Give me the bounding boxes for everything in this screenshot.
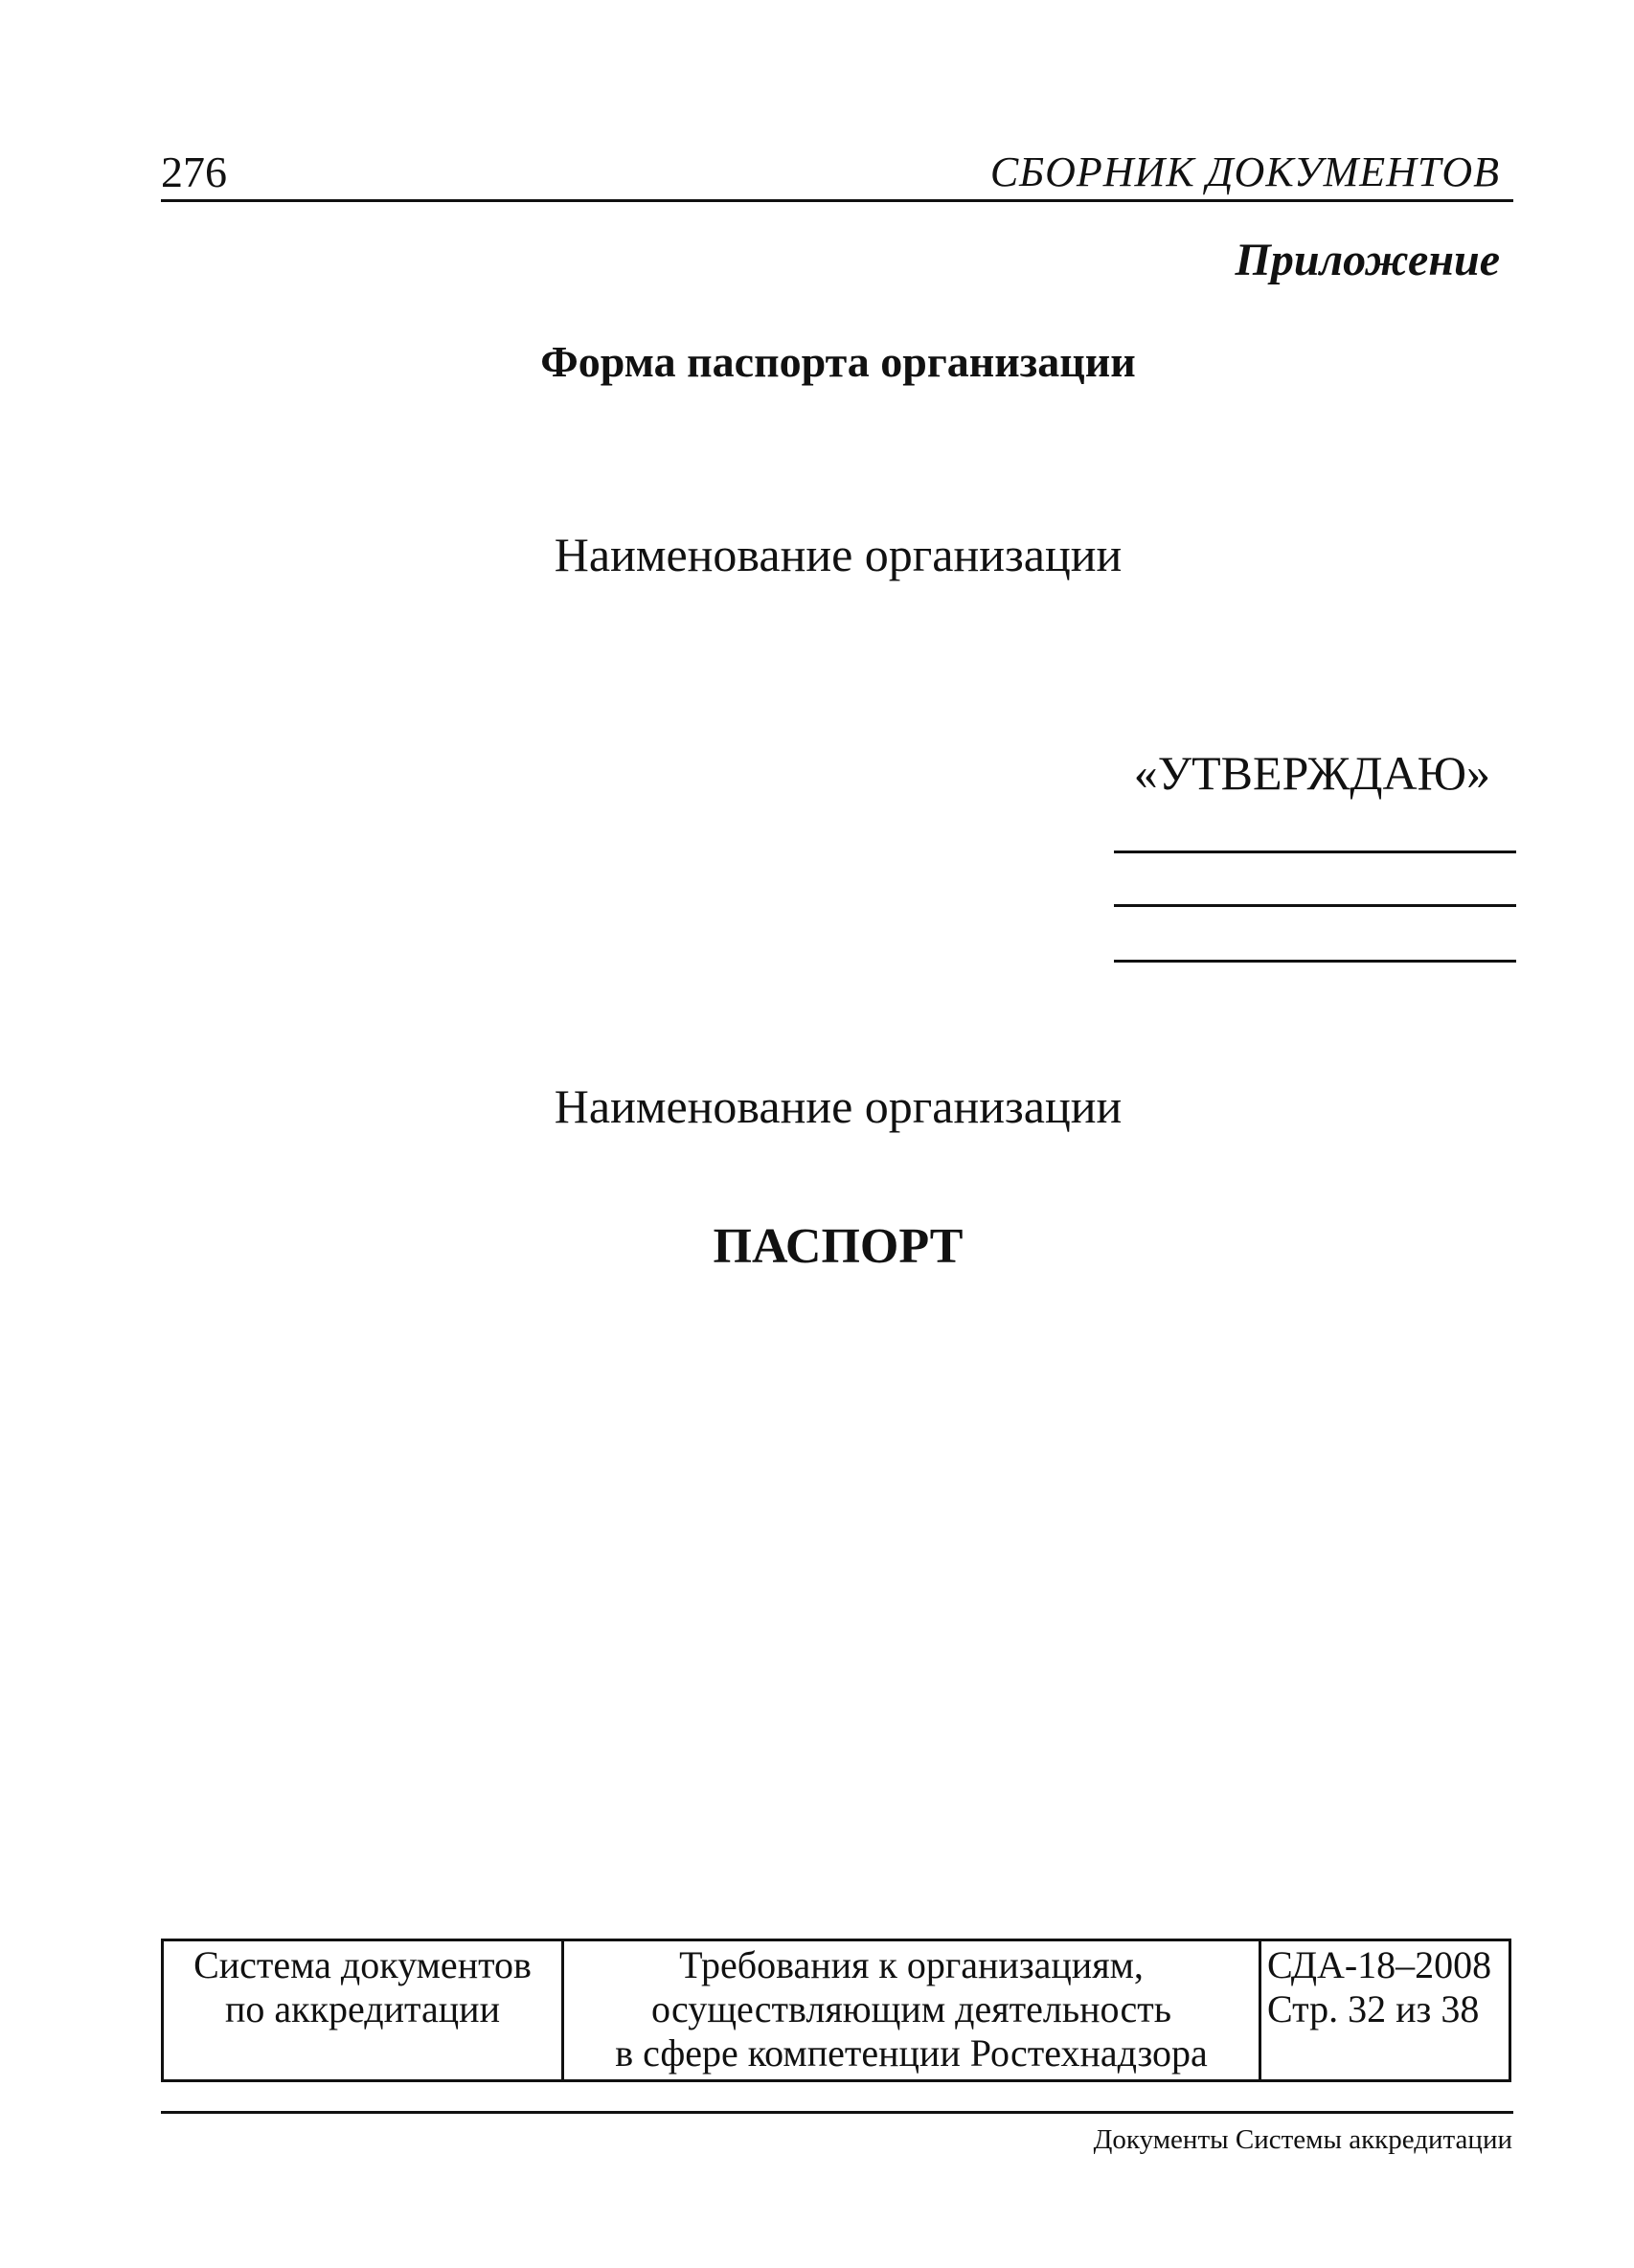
- requirements-line: осуществляющим деятельность: [651, 1987, 1171, 2030]
- requirements-line: в сфере компетенции Ростехнадзора: [615, 2031, 1208, 2075]
- organization-name-top: Наименование организации: [554, 528, 1123, 581]
- requirements-line: Требования к организациям,: [679, 1943, 1144, 1986]
- page-number: 276: [161, 147, 227, 196]
- table-cell-requirements: [564, 1941, 1261, 2079]
- organization-name-bottom: Наименование организации: [554, 1079, 1123, 1133]
- header-rule: [161, 199, 1513, 202]
- running-head: СБОРНИК ДОКУМЕНТОВ: [989, 148, 1500, 195]
- approval-signature-line: [1114, 850, 1516, 853]
- passport-title: ПАСПОРТ: [713, 1219, 964, 1274]
- system-line: по аккредитации: [225, 1987, 500, 2030]
- appendix-label: Приложение: [1235, 235, 1500, 285]
- form-title: Форма паспорта организации: [540, 337, 1136, 386]
- document-code: СДА-18–2008: [1267, 1943, 1492, 1986]
- footer-rule: [161, 2111, 1513, 2114]
- approval-label: «УТВЕРЖДАЮ»: [1133, 746, 1490, 800]
- document-control-table: [161, 1939, 1511, 2082]
- approval-signature-line: [1114, 960, 1516, 963]
- footer-text: Документы Системы аккредитации: [1093, 2124, 1512, 2155]
- page-count: Стр. 32 из 38: [1267, 1987, 1480, 2030]
- approval-signature-line: [1114, 904, 1516, 907]
- table-cell-code: [1261, 1941, 1509, 2079]
- system-line: Система документов: [193, 1943, 532, 1986]
- table-cell-system: [164, 1941, 564, 2079]
